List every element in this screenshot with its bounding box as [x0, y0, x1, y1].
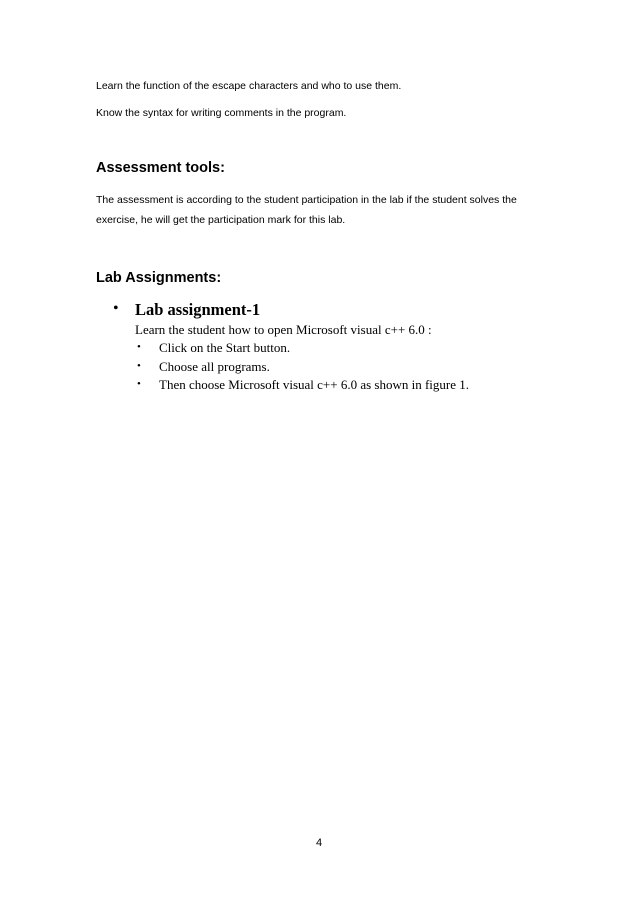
objective-comments-syntax: Know the syntax for writing comments in the program.	[96, 107, 347, 119]
lab-assignment-bullet: •	[113, 300, 119, 317]
assessment-tools-paragraph: The assessment is according to the student participation in the lab if the student solves the exercise, he will get the participation mark for this lab.	[96, 194, 517, 226]
lab-assignment-description: Learn the student how to open Microsoft visual c++ 6.0 :	[135, 322, 432, 337]
objective-escape-characters: Learn the function of the escape characters and who to use them.	[96, 80, 402, 92]
lab-assignments-heading: Lab Assignments:	[96, 270, 222, 286]
step-bullet: •	[137, 360, 141, 372]
step-click-start: Click on the Start button.	[159, 340, 291, 355]
page-number: 4	[315, 837, 323, 849]
step-bullet: •	[137, 341, 141, 353]
step-choose-all-programs: Choose all programs.	[159, 359, 270, 374]
step-choose-visual-cpp: Then choose Microsoft visual c++ 6.0 as shown in figure 1.	[159, 377, 469, 392]
lab-assignment-title: Lab assignment-1	[135, 300, 261, 319]
assessment-tools-heading: Assessment tools:	[96, 160, 225, 176]
step-bullet: •	[137, 378, 141, 390]
